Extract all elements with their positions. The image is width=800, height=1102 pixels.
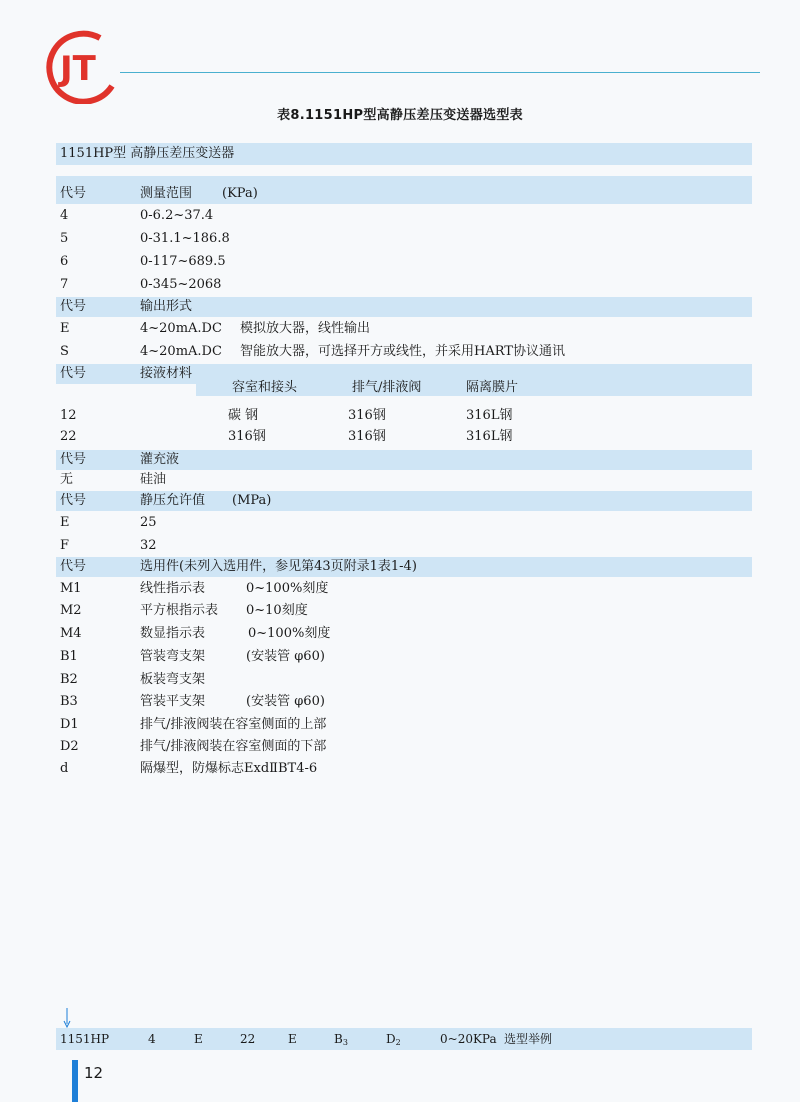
output-row bbox=[56, 319, 752, 339]
options-row bbox=[56, 692, 752, 712]
row-value: 硅油 bbox=[140, 472, 167, 487]
range-row bbox=[56, 206, 752, 226]
page-marker bbox=[72, 1060, 78, 1102]
pressure-row bbox=[56, 536, 752, 556]
row-extra: (安装管 φ60) bbox=[246, 694, 325, 709]
row-value: 4~20mA.DC bbox=[140, 344, 222, 359]
material-row bbox=[56, 406, 752, 426]
options-label: 选用件(未列入选用件，参见第43页附录1表1-4) bbox=[140, 559, 417, 574]
range-unit: (KPa) bbox=[222, 186, 258, 201]
page-number: 12 bbox=[84, 1064, 104, 1082]
header-rule bbox=[120, 72, 760, 73]
options-row bbox=[56, 670, 752, 690]
options-row bbox=[56, 601, 752, 621]
range-row bbox=[56, 229, 752, 249]
options-row bbox=[56, 579, 752, 599]
example-model: 1151HP bbox=[60, 1032, 110, 1046]
row-value: 数显指示表 bbox=[140, 626, 206, 641]
row-extra: (安装管 φ60) bbox=[246, 649, 325, 664]
row-c2: 316钢 bbox=[348, 429, 386, 444]
options-row bbox=[56, 715, 752, 735]
row-code: d bbox=[60, 761, 69, 776]
row-c2: 316钢 bbox=[348, 408, 386, 423]
example-bracket-sub: 3 bbox=[342, 1038, 348, 1047]
row-extra: 0~100%刻度 bbox=[246, 581, 329, 596]
row-c3: 316L钢 bbox=[466, 408, 513, 423]
range-code-label: 代号 bbox=[60, 186, 87, 201]
fill-label: 灌充液 bbox=[140, 452, 180, 467]
row-code: D1 bbox=[60, 717, 79, 732]
band-spacer bbox=[56, 176, 752, 184]
page-title: 表8.1151HP型高静压差压变送器选型表 bbox=[277, 108, 523, 123]
row-code: B2 bbox=[60, 672, 78, 687]
row-value: 隔爆型，防爆标志ExdⅡBT4-6 bbox=[140, 761, 318, 776]
fill-row bbox=[56, 470, 752, 490]
row-value: 0-345~2068 bbox=[140, 277, 222, 292]
row-code: 6 bbox=[60, 254, 69, 269]
row-value: 排气/排液阀装在容室侧面的上部 bbox=[140, 717, 327, 732]
material-code-label: 代号 bbox=[60, 366, 87, 381]
row-code: 12 bbox=[60, 408, 77, 423]
example-range: 4 bbox=[148, 1032, 156, 1046]
row-value: 4~20mA.DC bbox=[140, 321, 222, 336]
example-pressure: E bbox=[288, 1032, 297, 1046]
example-valve bbox=[386, 1028, 401, 1054]
row-value: 0-31.1~186.8 bbox=[140, 231, 230, 246]
row-value: 平方根指示表 bbox=[140, 603, 219, 618]
row-extra: 0~100%刻度 bbox=[248, 626, 331, 641]
options-header bbox=[56, 557, 752, 577]
row-code: F bbox=[60, 538, 70, 553]
row-c1: 碳 钢 bbox=[228, 408, 259, 423]
example-bar bbox=[56, 1028, 752, 1050]
row-code: B1 bbox=[60, 649, 78, 664]
row-code: 7 bbox=[60, 277, 69, 292]
row-code: D2 bbox=[60, 739, 79, 754]
options-row bbox=[56, 737, 752, 757]
logo-text: JT bbox=[60, 49, 96, 89]
row-code: M1 bbox=[60, 581, 82, 596]
row-desc: 智能放大器，可选择开方或线性，并采用HART协议通讯 bbox=[240, 344, 565, 359]
row-value: 管装弯支架 bbox=[140, 649, 206, 664]
output-label: 输出形式 bbox=[140, 299, 193, 314]
product-name: 1151HP型 高静压差压变送器 bbox=[60, 146, 235, 161]
pressure-row bbox=[56, 513, 752, 533]
example-valve-main: D bbox=[386, 1032, 396, 1046]
material-col-2: 排气/排液阀 bbox=[352, 380, 422, 395]
company-logo bbox=[42, 28, 122, 104]
row-code: M4 bbox=[60, 626, 82, 641]
example-output: E bbox=[194, 1032, 203, 1046]
example-span: 0~20KPa bbox=[440, 1032, 497, 1046]
range-row bbox=[56, 275, 752, 295]
row-desc: 模拟放大器，线性输出 bbox=[240, 321, 371, 336]
product-header bbox=[56, 143, 752, 165]
row-code: 无 bbox=[60, 472, 74, 487]
row-c1: 316钢 bbox=[228, 429, 266, 444]
range-header bbox=[56, 184, 752, 204]
options-row bbox=[56, 624, 752, 644]
row-code: S bbox=[60, 344, 69, 359]
pressure-label: 静压允许值 bbox=[140, 493, 206, 508]
row-value: 0-6.2~37.4 bbox=[140, 208, 214, 223]
example-valve-sub: 2 bbox=[395, 1038, 401, 1047]
row-code: 22 bbox=[60, 429, 77, 444]
row-code: 4 bbox=[60, 208, 69, 223]
range-row bbox=[56, 252, 752, 272]
material-col-1: 容室和接头 bbox=[232, 380, 298, 395]
example-material: 22 bbox=[240, 1032, 256, 1046]
row-code: M2 bbox=[60, 603, 82, 618]
pressure-unit: (MPa) bbox=[232, 493, 272, 508]
options-row bbox=[56, 647, 752, 667]
pressure-header bbox=[56, 491, 752, 511]
material-label: 接液材料 bbox=[140, 366, 193, 381]
example-bracket bbox=[334, 1028, 348, 1054]
row-code: E bbox=[60, 515, 70, 530]
material-columns-header bbox=[196, 364, 752, 396]
options-code-label: 代号 bbox=[60, 559, 87, 574]
row-extra: 0~10刻度 bbox=[246, 603, 308, 618]
material-header bbox=[56, 364, 196, 384]
row-code: 5 bbox=[60, 231, 69, 246]
range-label: 测量范围 bbox=[140, 186, 193, 201]
output-code-label: 代号 bbox=[60, 299, 87, 314]
row-code: E bbox=[60, 321, 70, 336]
example-bracket-main: B bbox=[334, 1032, 343, 1046]
row-value: 排气/排液阀装在容室侧面的下部 bbox=[140, 739, 327, 754]
material-col-3: 隔离膜片 bbox=[466, 380, 519, 395]
row-c3: 316L钢 bbox=[466, 429, 513, 444]
down-arrow-icon bbox=[62, 1008, 72, 1028]
fill-code-label: 代号 bbox=[60, 452, 87, 467]
options-row bbox=[56, 759, 752, 779]
row-value: 32 bbox=[140, 538, 157, 553]
example-label: 选型举例 bbox=[504, 1032, 553, 1046]
row-value: 板装弯支架 bbox=[140, 672, 206, 687]
row-value: 线性指示表 bbox=[140, 581, 206, 596]
row-code: B3 bbox=[60, 694, 78, 709]
output-header bbox=[56, 297, 752, 317]
fill-header bbox=[56, 450, 752, 470]
material-row bbox=[56, 427, 752, 447]
output-row bbox=[56, 342, 752, 362]
row-value: 管装平支架 bbox=[140, 694, 206, 709]
row-value: 25 bbox=[140, 515, 157, 530]
row-value: 0-117~689.5 bbox=[140, 254, 226, 269]
pressure-code-label: 代号 bbox=[60, 493, 87, 508]
